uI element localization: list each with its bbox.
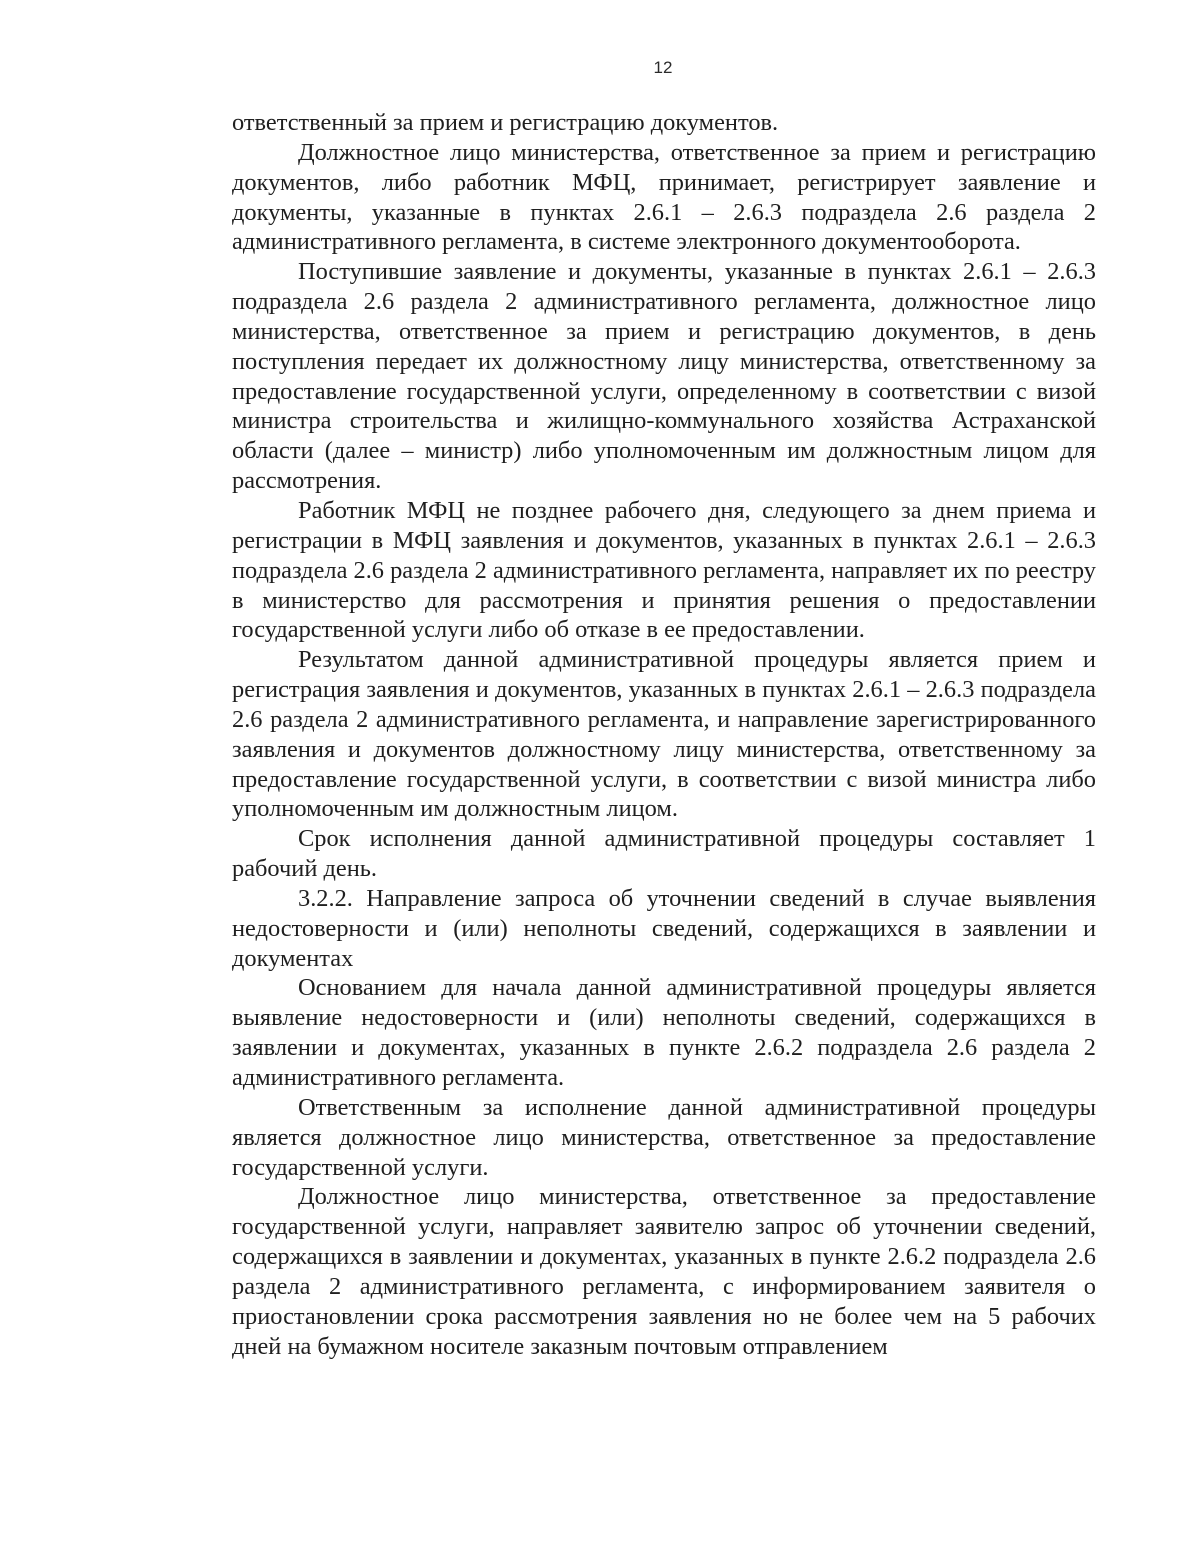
paragraph-6: Срок исполнения данной административной процедуры составляет 1 рабочий день. [232, 825, 1096, 883]
paragraph-9: Ответственным за исполнение данной административной процедуры является должностное лицо министерства, ответственное за предоставление государственной услуги. [232, 1093, 1096, 1181]
section-heading-3-2-2: 3.2.2. Направление запроса об уточнении сведений в случае выявления недостоверности и (или) неполноты сведений, содержащихся в заявлении и документах [232, 884, 1096, 972]
paragraph-3: Поступившие заявление и документы, указанные в пунктах 2.6.1 – 2.6.3 подраздела 2.6 раздела 2 административного регламента, должностное лицо министерства, ответственное за прием и регистрацию документов, в день поступления передает их должностному лицу министерства, ответственному за предоставление государственной услуги, определенному в соответствии с визой министра строительства и жилищно-коммунального хозяйства Астраханской области (далее – министр) либо уполномоченным им должностным лицом для рассмотрения. [232, 258, 1096, 495]
paragraph-5: Результатом данной административной процедуры является прием и регистрация заявления и документов, указанных в пунктах 2.6.1 – 2.6.3 подраздела 2.6 раздела 2 административного регламента, и направление зарегистрированного заявления и документов должностному лицу министерства, ответственному за предоставление государственной услуги, в соответствии с визой министра либо уполномоченным им должностным лицом. [232, 646, 1096, 823]
paragraph-8: Основанием для начала данной административной процедуры является выявление недостоверности и (или) неполноты сведений, содержащихся в заявлении и документах, указанных в пункте 2.6.2 подраздела 2.6 раздела 2 административного регламента. [232, 974, 1096, 1091]
paragraph-10: Должностное лицо министерства, ответственное за предоставление государственной услуги, направляет заявителю запрос об уточнении сведений, содержащихся в заявлении и документах, указанных в пункте 2.6.2 подраздела 2.6 раздела 2 административного регламента, с информированием заявителя о приостановлении срока рассмотрения заявления но не более чем на 5 рабочих дней на бумажном носителе заказным почтовым отправлением [232, 1183, 1096, 1360]
page-number: 12 [653, 58, 673, 77]
paragraph-2: Должностное лицо министерства, ответственное за прием и регистрацию документов, либо работник МФЦ, принимает, регистрирует заявление и документы, указанные в пунктах 2.6.1 – 2.6.3 подраздела 2.6 раздела 2 административного регламента, в системе электронного документооборота. [232, 138, 1096, 256]
paragraph-1: ответственный за прием и регистрацию документов. [232, 109, 779, 136]
paragraph-4: Работник МФЦ не позднее рабочего дня, следующего за днем приема и регистрации в МФЦ заявления и документов, указанных в пунктах 2.6.1 – 2.6.3 подраздела 2.6 раздела 2 административного регламента, направляет их по реестру в министерство для рассмотрения и принятия решения о предоставлении государственной услуги либо об отказе в ее предоставлении. [232, 496, 1096, 644]
document-body [232, 108, 1096, 1361]
